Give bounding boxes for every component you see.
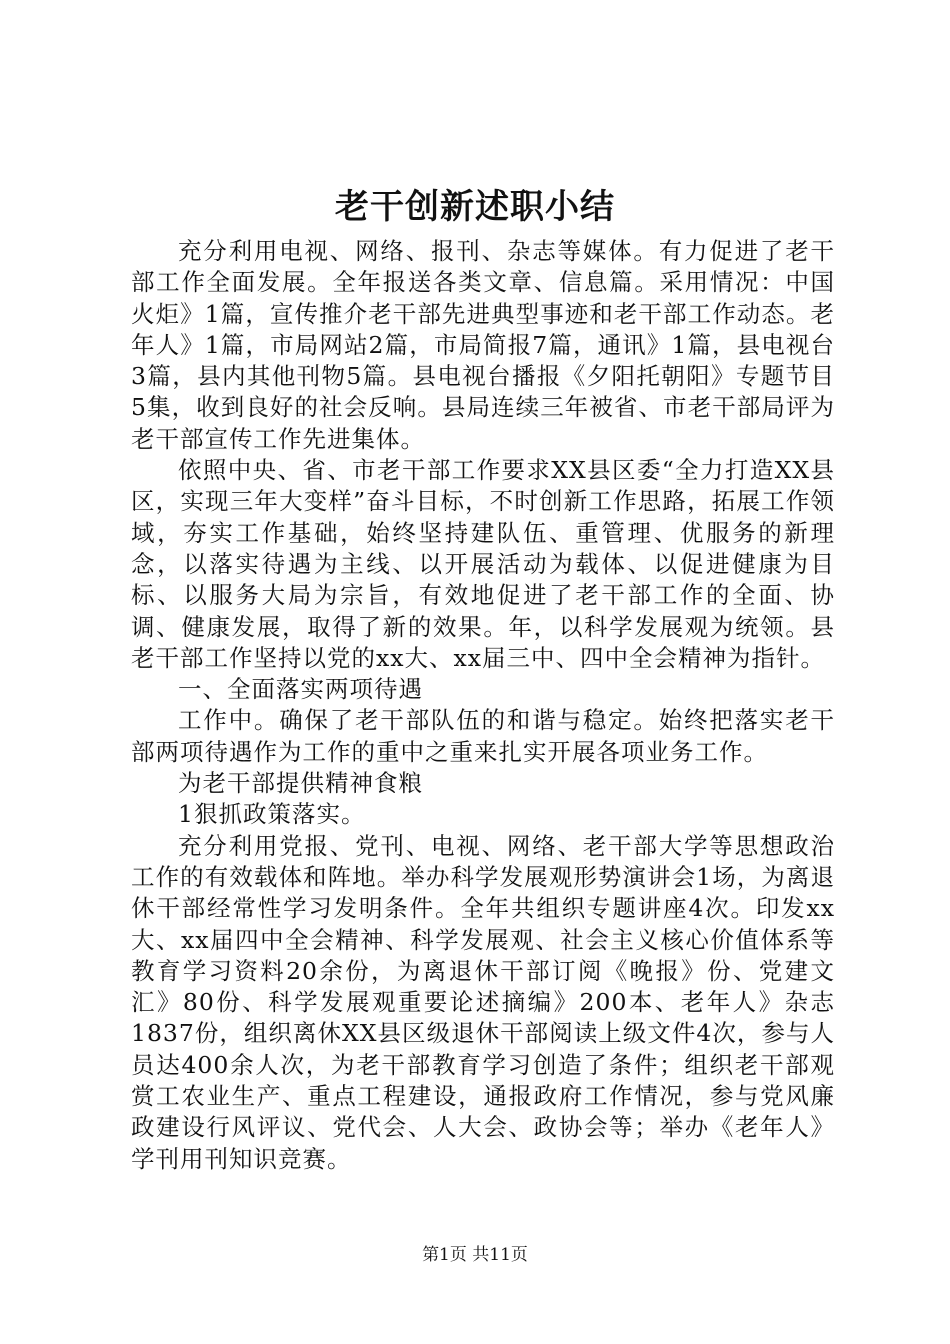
body-paragraph: 充分利用电视、网络、报刊、杂志等媒体。有力促进了老干部工作全面发展。全年报送各类文章、信息篇。采用情况：中国火炬》1篇，宣传推介老干部先进典型事迹和老干部工作动态。老年人》1篇，市局网站2篇，市局简报7篇，通讯》1篇，县电视台3篇，县内其他刊物5篇。县电视台播报《夕阳托朝阳》专题节目5集，收到良好的社会反响。县局连续三年被省、市老干部局评为老干部宣传工作先进集体。 — [131, 237, 835, 453]
document-body — [131, 236, 835, 1175]
body-paragraph: 工作中。确保了老干部队伍的和谐与稳定。始终把落实老干部两项待遇作为工作的重中之重来扎实开展各项业务工作。 — [131, 706, 835, 766]
body-paragraph: 依照中央、省、市老干部工作要求XX县区委“全力打造XX县区，实现三年大变样”奋斗目标，不时创新工作思路，拓展工作领域，夯实工作基础，始终坚持建队伍、重管理、优服务的新理念，以落实待遇为主线、以开展活动为载体、以促进健康为目标、以服务大局为宗旨，有效地促进了老干部工作的全面、协调、健康发展，取得了新的效果。年，以科学发展观为统领。县老干部工作坚持以党的xx大、xx届三中、四中全会精神为指针。 — [131, 456, 835, 672]
section-heading: 一、全面落实两项待遇 — [178, 675, 423, 704]
document-title: 老干创新述职小结 — [335, 187, 615, 227]
body-paragraph: 充分利用党报、党刊、电视、网络、老干部大学等思想政治工作的有效载体和阵地。举办科学发展观形势演讲会1场，为离退休干部经常性学习发明条件。全年共组织专题讲座4次。印发xx大、xx届四中全会精神、科学发展观、社会主义核心价值体系等教育学习资料20余份，为离退休干部订阅《晚报》份、党建文汇》80份、科学发展观重要论述摘编》200本、老年人》杂志1837份，组织离休XX县区级退休干部阅读上级文件4次，参与人员达400余人次，为老干部教育学习创造了条件；组织老干部观赏工农业生产、重点工程建设，通报政府工作情况，参与党风廉政建设行风评议、党代会、人大会、政协会等；举办《老年人》学刊用刊知识竞赛。 — [131, 831, 835, 1173]
sub-heading: 为老干部提供精神食粮 — [178, 769, 423, 798]
page-number-footer: 第1页 共11页 — [422, 1245, 528, 1265]
sub-heading: 1狠抓政策落实。 — [178, 800, 366, 829]
